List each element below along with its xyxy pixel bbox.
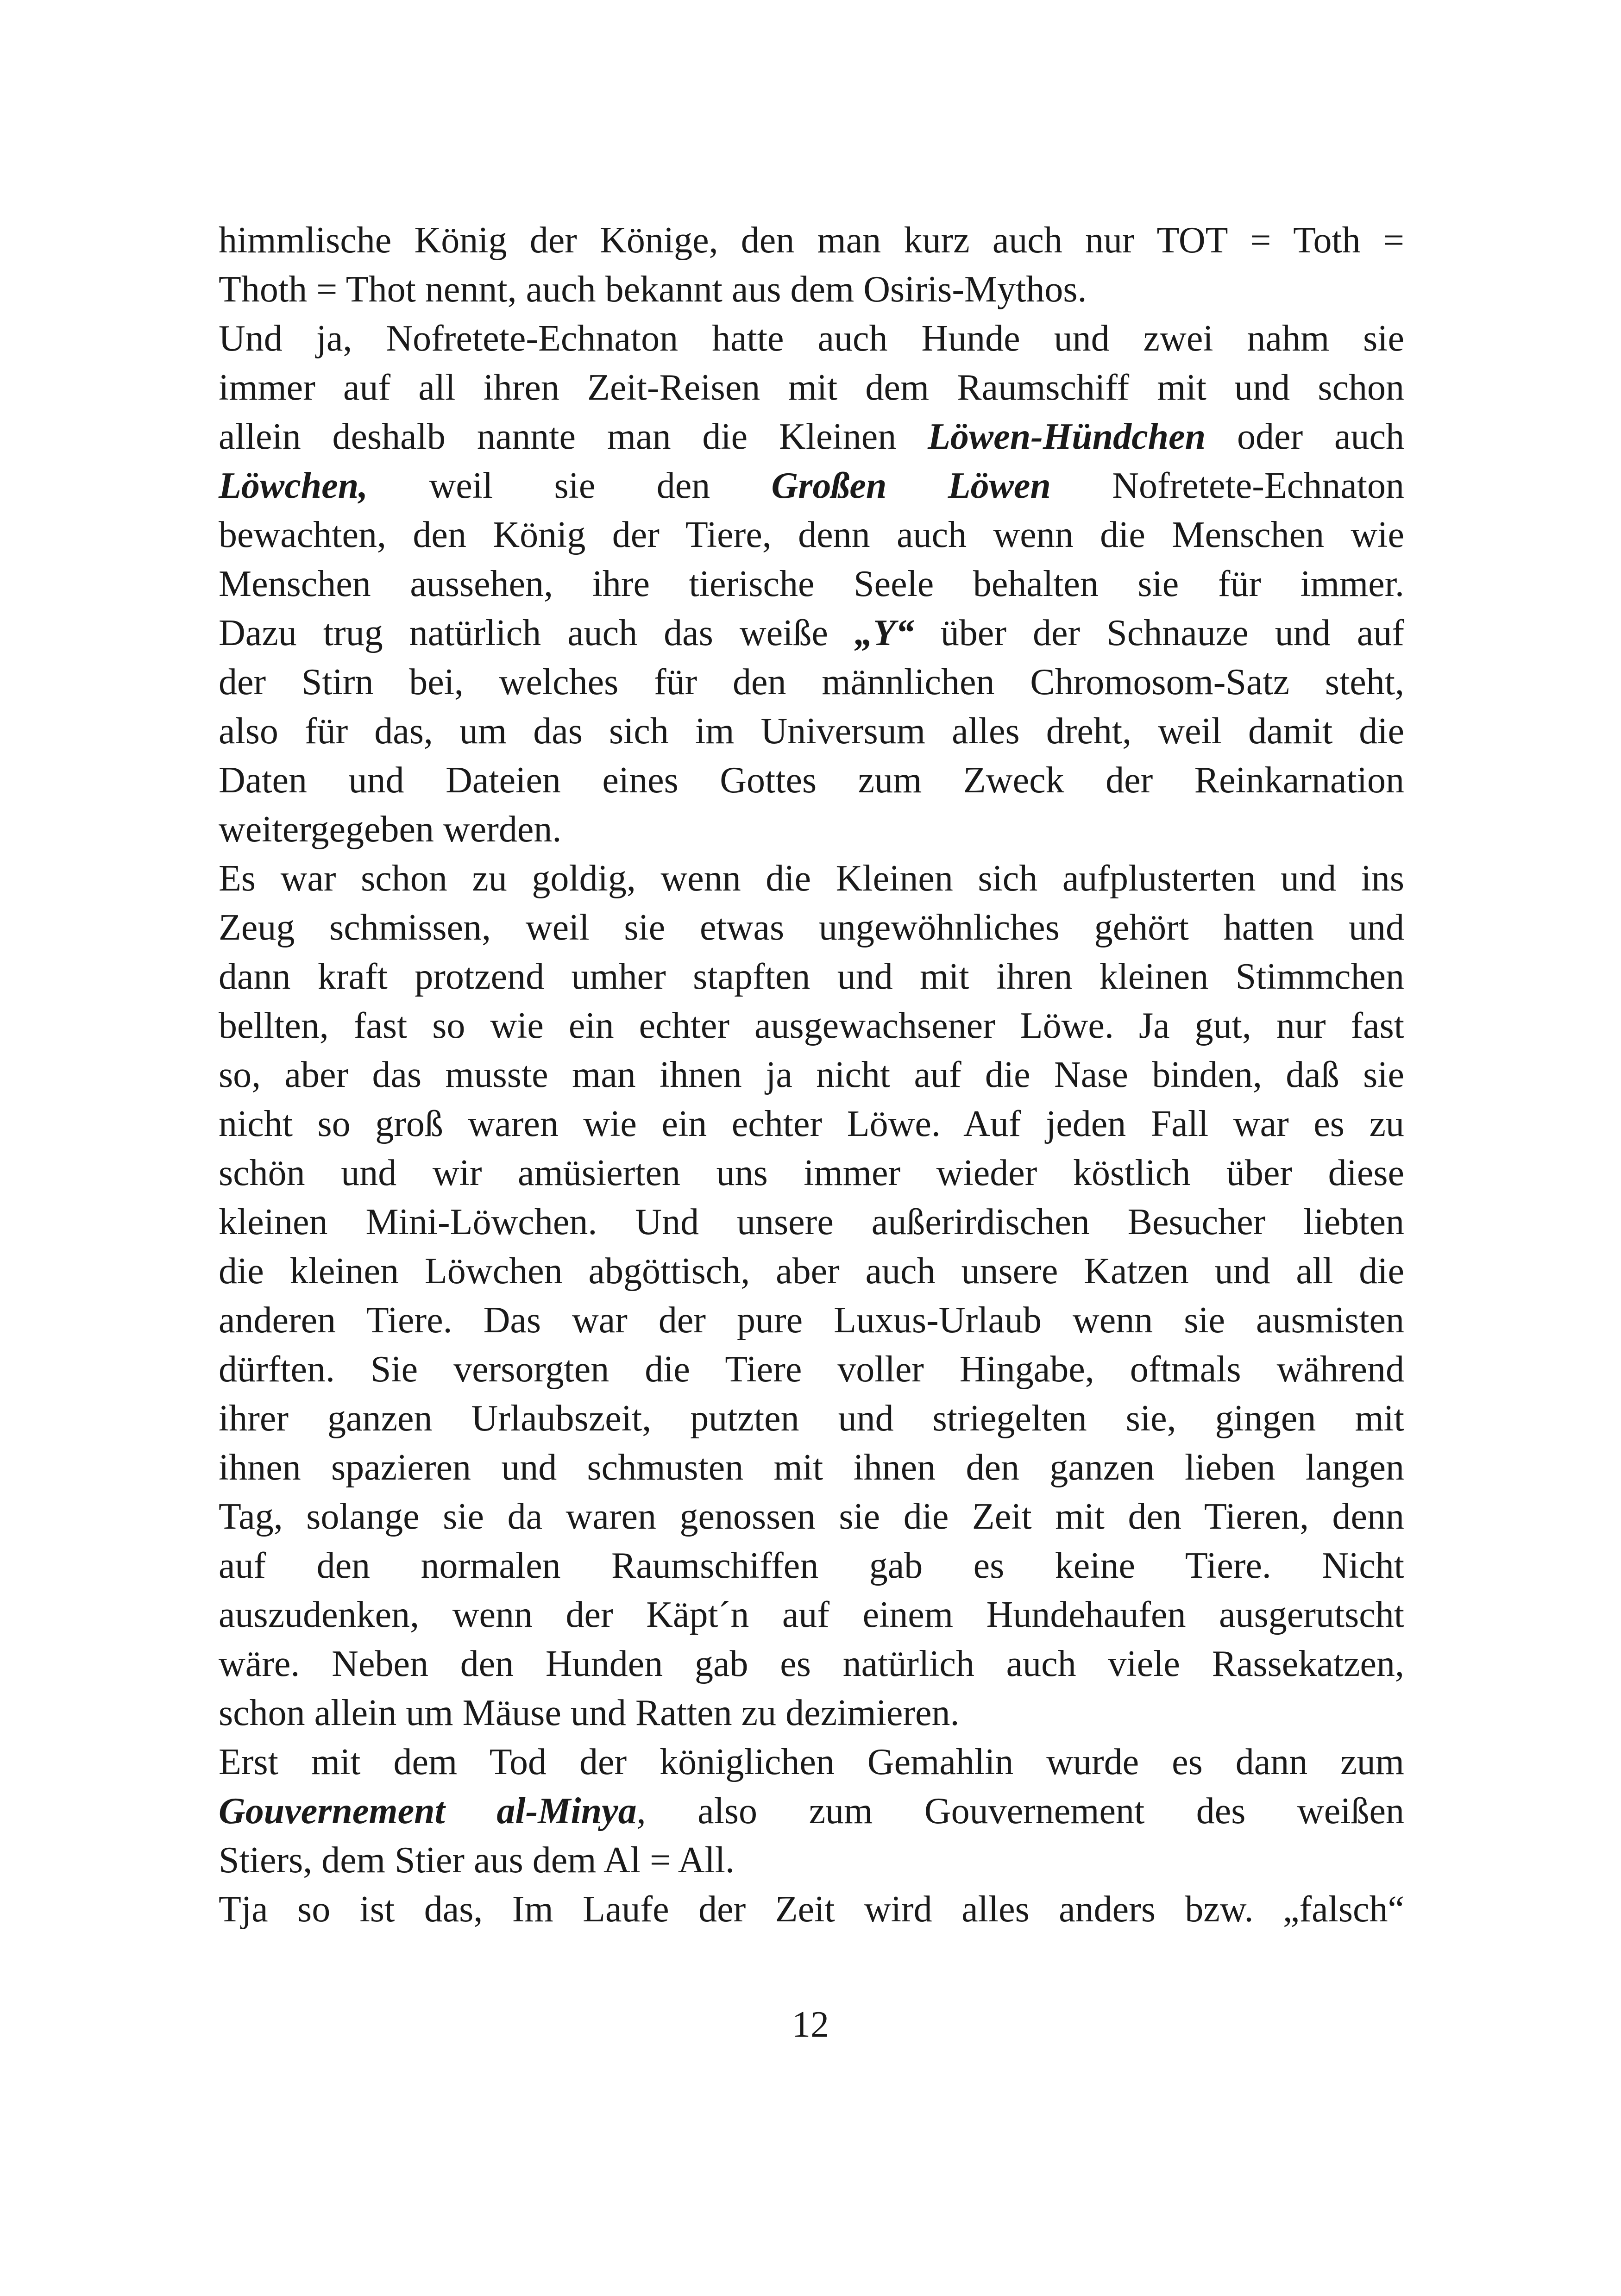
- text-run: wäre. Neben den Hunden gab es natürlich auch viele Rassekatzen,: [219, 1644, 1404, 1684]
- text-run: also für das, um das sich im Universum alles dreht, weil damit die: [219, 711, 1404, 752]
- text-line: [219, 1001, 1404, 1050]
- text-run: Daten und Dateien eines Gottes zum Zweck der Reinkarnation: [219, 760, 1404, 801]
- text-run: ihrer ganzen Urlaubszeit, putzten und striegelten sie, gingen mit: [219, 1398, 1404, 1439]
- text-line: [219, 1050, 1404, 1099]
- text-line: [219, 1541, 1404, 1590]
- emphasized-term: Großen Löwen: [771, 465, 1051, 506]
- text-run: bewachten, den König der Tiere, denn auch wenn die Menschen wie: [219, 514, 1404, 555]
- text-run: Menschen aussehen, ihre tierische Seele behalten sie für immer.: [219, 564, 1404, 604]
- text-run: Thoth = Thot nennt, auch bekannt aus dem Osiris-Mythos.: [219, 269, 1087, 310]
- text-line: [219, 1639, 1404, 1688]
- text-line: [219, 461, 1404, 510]
- text-run: allein deshalb nannte man die Kleinen: [219, 416, 928, 457]
- emphasized-term: Löwchen,: [219, 465, 368, 506]
- text-run: schon allein um Mäuse und Ratten zu dezimieren.: [219, 1693, 960, 1733]
- text-run: Stiers, dem Stier aus dem Al = All.: [219, 1840, 735, 1881]
- text-line: [219, 1492, 1404, 1541]
- text-line: [219, 1198, 1404, 1247]
- text-line: [219, 1394, 1404, 1443]
- text-run: auszudenken, wenn der Käpt´n auf einem Hundehaufen ausgerutscht: [219, 1594, 1404, 1635]
- emphasized-term: „Y“: [854, 613, 914, 653]
- text-line: [219, 707, 1404, 756]
- text-run: Es war schon zu goldig, wenn die Kleinen sich aufplusterten und ins: [219, 858, 1404, 899]
- text-line: [219, 1738, 1404, 1787]
- text-line: [219, 609, 1404, 658]
- text-line: [219, 559, 1404, 609]
- text-line: [219, 903, 1404, 952]
- text-run: ihnen spazieren und schmusten mit ihnen den ganzen lieben langen: [219, 1447, 1404, 1488]
- text-line: [219, 854, 1404, 903]
- emphasized-term: Löwen-Hündchen: [928, 416, 1206, 457]
- text-line: [219, 1296, 1404, 1345]
- text-line: [219, 1099, 1404, 1148]
- text-run: Nofretete-Echnaton: [1050, 465, 1404, 506]
- text-line: [219, 1443, 1404, 1492]
- page-number: 12: [792, 2004, 829, 2045]
- text-line: [219, 510, 1404, 559]
- text-run: nicht so groß waren wie ein echter Löwe. Auf jeden Fall war es zu: [219, 1104, 1404, 1144]
- text-line: [219, 314, 1404, 363]
- text-run: anderen Tiere. Das war der pure Luxus-Urlaub wenn sie ausmisten: [219, 1300, 1404, 1341]
- text-run: weitergegeben werden.: [219, 809, 562, 850]
- emphasized-term: Gouvernement al-Minya: [219, 1791, 637, 1832]
- text-run: Tja so ist das, Im Laufe der Zeit wird alles anders bzw. „falsch“: [219, 1889, 1404, 1930]
- text-line: [219, 412, 1404, 461]
- text-run: weil sie den: [368, 465, 772, 506]
- text-run: Dazu trug natürlich auch das weiße: [219, 613, 854, 653]
- text-run: bellten, fast so wie ein echter ausgewachsener Löwe. Ja gut, nur fast: [219, 1005, 1404, 1046]
- text-line: [219, 1787, 1404, 1836]
- text-run: Zeug schmissen, weil sie etwas ungewöhnliches gehört hatten und: [219, 907, 1404, 948]
- text-run: Und ja, Nofretete-Echnaton hatte auch Hunde und zwei nahm sie: [219, 318, 1404, 359]
- body-text: [219, 216, 1404, 1934]
- text-run: himmlische König der Könige, den man kurz auch nur TOT = Toth =: [219, 220, 1404, 261]
- text-run: auf den normalen Raumschiffen gab es keine Tiere. Nicht: [219, 1545, 1404, 1586]
- text-run: oder auch: [1206, 416, 1404, 457]
- text-line: [219, 216, 1404, 265]
- text-run: kleinen Mini-Löwchen. Und unsere außerirdischen Besucher liebten: [219, 1202, 1404, 1242]
- text-line: [219, 952, 1404, 1001]
- text-line: [219, 1885, 1404, 1934]
- text-line: [219, 1345, 1404, 1394]
- text-line: [219, 1148, 1404, 1198]
- text-line: [219, 363, 1404, 412]
- text-run: , also zum Gouvernement des weißen: [636, 1791, 1404, 1832]
- text-line: [219, 756, 1404, 805]
- text-run: der Stirn bei, welches für den männlichen Chromosom-Satz steht,: [219, 662, 1404, 703]
- text-line: [219, 1590, 1404, 1639]
- text-line: [219, 1688, 1404, 1738]
- text-run: so, aber das musste man ihnen ja nicht auf die Nase binden, daß sie: [219, 1054, 1404, 1095]
- text-line: [219, 1247, 1404, 1296]
- text-run: über der Schnauze und auf: [914, 613, 1405, 653]
- text-line: [219, 1836, 1404, 1885]
- text-run: dürften. Sie versorgten die Tiere voller Hingabe, oftmals während: [219, 1349, 1404, 1390]
- text-run: dann kraft protzend umher stapften und mit ihren kleinen Stimmchen: [219, 956, 1404, 997]
- text-run: Tag, solange sie da waren genossen sie die Zeit mit den Tieren, denn: [219, 1496, 1404, 1537]
- text-run: Erst mit dem Tod der königlichen Gemahlin wurde es dann zum: [219, 1742, 1404, 1782]
- text-run: immer auf all ihren Zeit-Reisen mit dem Raumschiff mit und schon: [219, 367, 1404, 408]
- text-line: [219, 805, 1404, 854]
- text-line: [219, 265, 1404, 314]
- text-line: [219, 658, 1404, 707]
- text-run: die kleinen Löwchen abgöttisch, aber auch unsere Katzen und all die: [219, 1251, 1404, 1292]
- text-run: schön und wir amüsierten uns immer wieder köstlich über diese: [219, 1153, 1404, 1193]
